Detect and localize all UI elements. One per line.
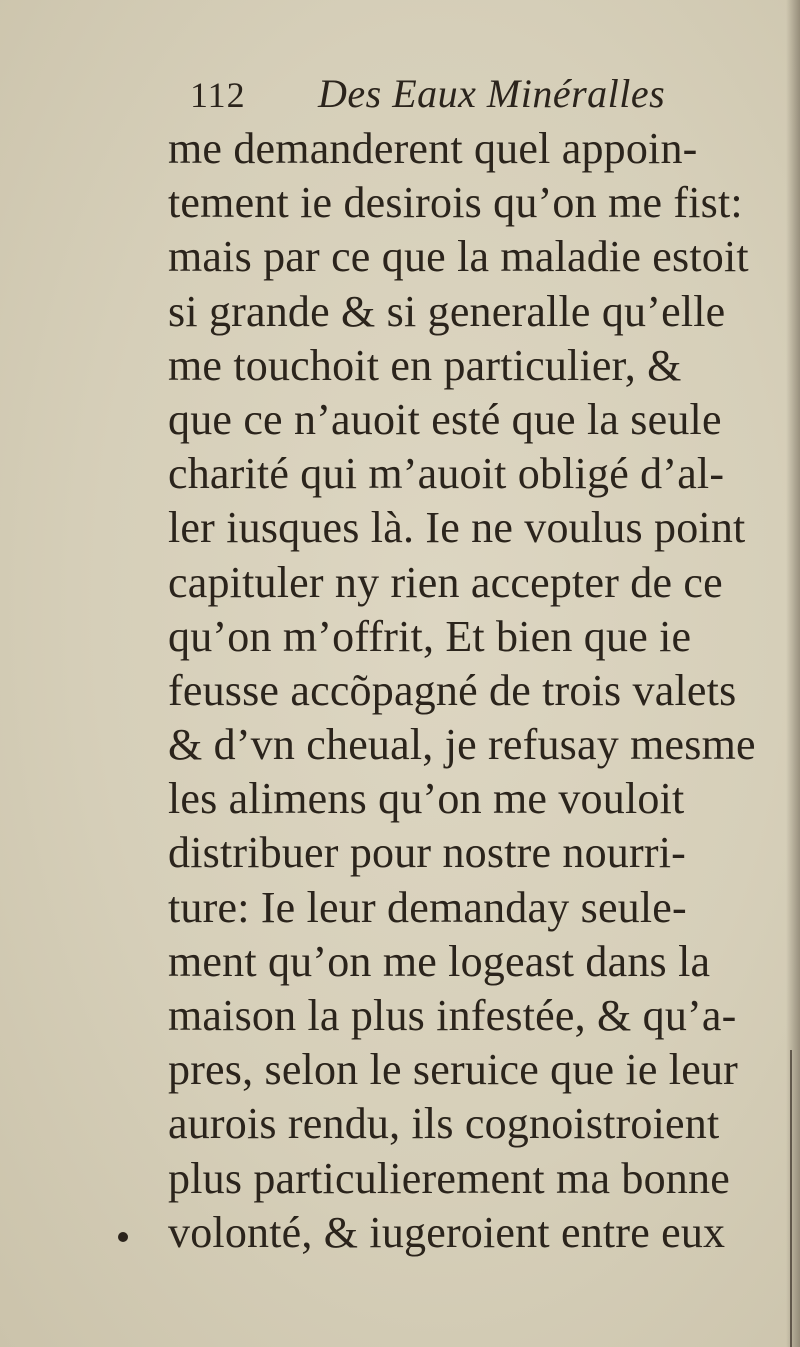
text-line: mais par ce que la maladie estoit <box>168 232 749 282</box>
text-line: ment qu’on me logeast dans la <box>168 936 711 986</box>
text-line: me demanderent quel appoin- <box>168 124 698 173</box>
text-line: charité qui m’auoit obligé d’al- <box>168 449 725 499</box>
text-line: qu’on m’offrit, Et bien que ie <box>168 611 692 661</box>
text-line: les alimens qu’on me vouloit <box>168 774 685 824</box>
text-line: maison la plus infestée, & qu’a- <box>168 991 737 1040</box>
text-line: distribuer pour nostre nourri- <box>168 828 686 878</box>
text-line: capituler ny rien accepter de ce <box>168 557 723 607</box>
text-line: plus particulierement ma bonne <box>168 1153 730 1203</box>
page-edge-line <box>790 1050 792 1347</box>
text-line: ture: Ie leur demanday seule- <box>168 882 687 932</box>
page-number: 112 <box>190 75 246 115</box>
page-edge-shadow <box>786 0 800 1347</box>
body-text <box>168 122 768 1260</box>
text-line: ler iusques là. Ie ne voulus point <box>168 503 746 553</box>
page-header <box>190 70 750 120</box>
text-line: si grande & si generalle qu’elle <box>168 286 726 336</box>
text-line: que ce n’auoit esté que la seule <box>168 394 722 444</box>
text-line: volonté, & iugeroient entre eux <box>168 1207 726 1257</box>
ink-dot-mark <box>118 1232 128 1242</box>
running-head: Des Eaux Minéralles <box>318 71 666 116</box>
text-line: me touchoit en particulier, & <box>168 340 682 390</box>
text-line: aurois rendu, ils cognoistroient <box>168 1099 720 1149</box>
text-line: feusse accõpagné de trois valets <box>168 665 737 715</box>
text-line: pres, selon le seruice que ie leur <box>168 1045 739 1095</box>
text-line: tement ie desirois qu’on me fist: <box>168 178 743 228</box>
text-line: & d’vn cheual, je refusay mesme <box>168 720 756 770</box>
